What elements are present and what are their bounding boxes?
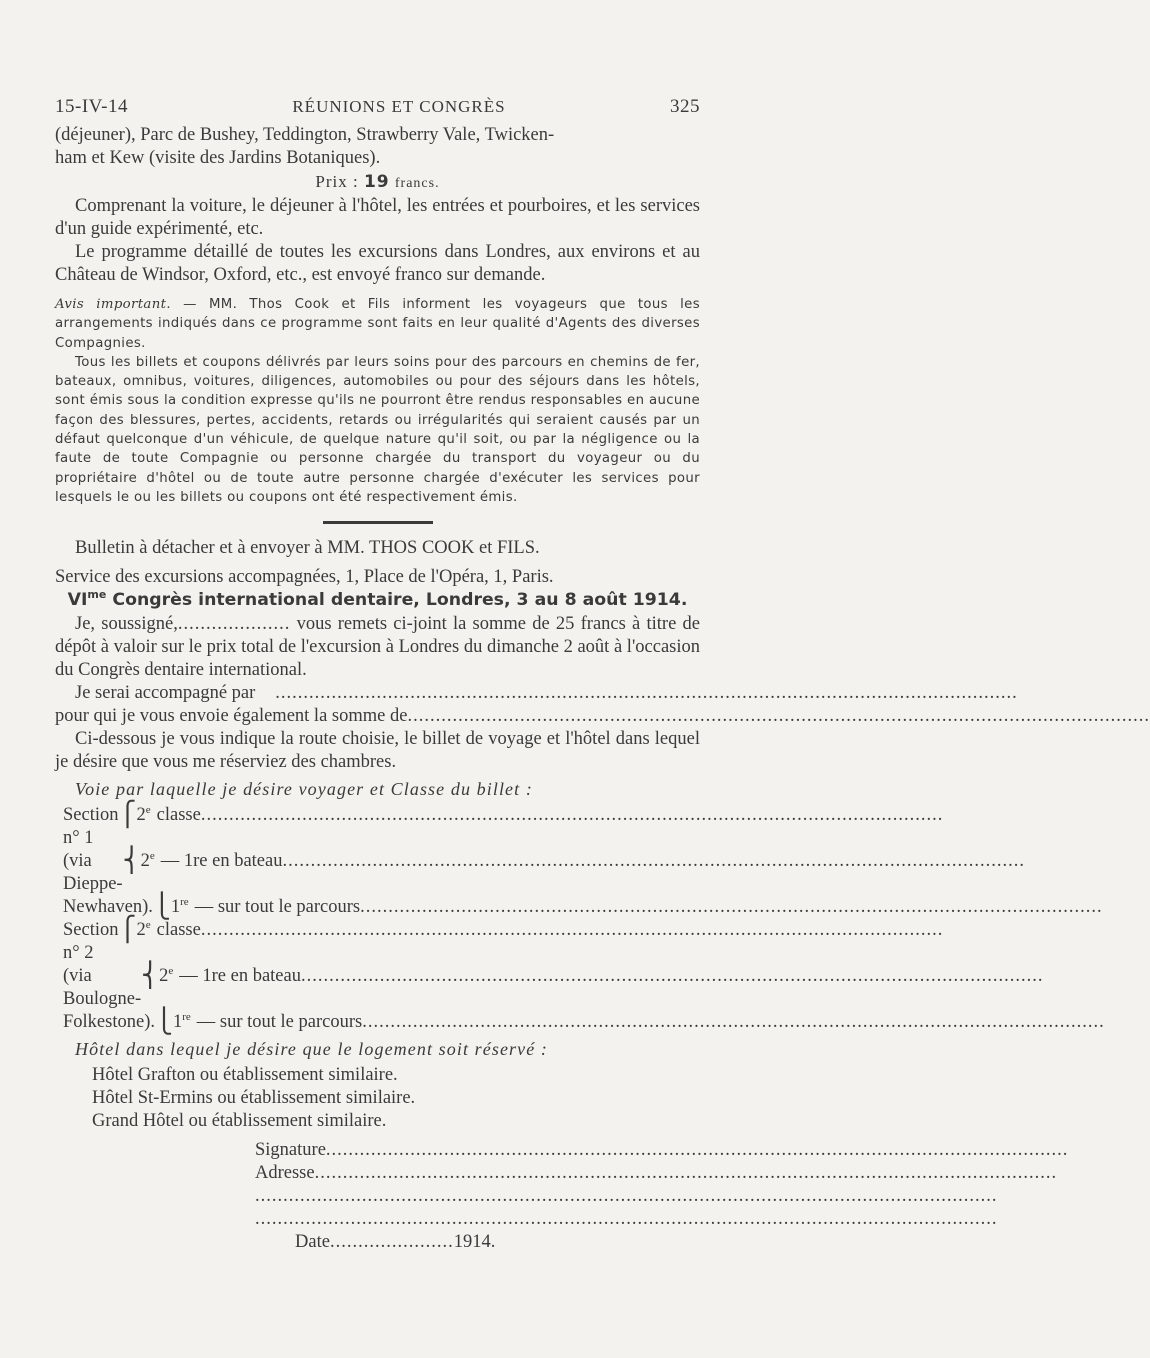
section-row <box>55 1009 1105 1036</box>
class-number: 2 <box>159 966 169 987</box>
section-row <box>55 894 1103 921</box>
class-ordinal: re <box>180 896 189 909</box>
page-header <box>55 96 700 118</box>
congress-title <box>55 590 700 610</box>
class-option-label <box>137 804 201 827</box>
congress-roman-numeral: VI <box>67 590 88 611</box>
class-ordinal: e <box>149 850 155 863</box>
class-option-label <box>159 965 301 988</box>
class-text: — 1re en bateau <box>179 966 301 987</box>
congress-title-text: Congrès international dentaire, Londres, 3 au 8 août 1914. <box>112 590 688 611</box>
section-label: Section n° 2 <box>63 920 119 964</box>
adresse-label: Adresse <box>255 1163 315 1184</box>
price-unit: francs. <box>394 176 440 191</box>
accompagne-label: Je serai accompagné par <box>75 683 256 704</box>
date-field[interactable]: ...................... <box>329 1232 454 1253</box>
class-number: 2 <box>140 851 150 872</box>
header-title: RÉUNIONS ET CONGRÈS <box>292 97 506 116</box>
adresse-line-3 <box>255 1208 998 1231</box>
brace-glyph: ⎩ <box>154 1009 173 1036</box>
accompagne-field[interactable]: .................................................................................................................................... <box>275 683 1018 704</box>
section-label: Section n° 1 <box>63 805 119 849</box>
soussigne-text: vous remets ci-joint la somme de 25 francs à titre de dépôt à valoir sur le prix total de l'excursion à Londres du dimanche 2 août à l'occasion du Congrès dentaire international. <box>55 614 700 681</box>
class-number: 2 <box>136 805 146 826</box>
class-text: — sur tout le parcours <box>196 1012 363 1033</box>
class-option-field[interactable]: .................................................................................................................................... <box>362 1012 1105 1033</box>
paragraph-comprenant: Comprenant la voiture, le déjeuner à l'hôtel, les entrées et pourboires, et les services d'un guide expérimenté, etc. <box>55 196 700 239</box>
price-label: Prix : <box>315 172 359 191</box>
class-option-field[interactable]: .................................................................................................................................... <box>360 897 1103 918</box>
class-option[interactable] <box>141 850 1025 896</box>
soussigne-field[interactable]: .................... <box>177 614 291 635</box>
section-row <box>55 963 1044 1011</box>
section-label: (via Dieppe- <box>63 851 123 895</box>
date-line <box>295 1231 700 1254</box>
hotel-option[interactable]: Hôtel Grafton ou établissement similaire. <box>92 1065 398 1086</box>
page-number: 325 <box>669 96 700 117</box>
class-option-label <box>141 850 283 873</box>
class-number: 1 <box>170 897 181 918</box>
route-paragraph: Ci-dessous je vous indique la route choisie, le billet de voyage et l'hôtel dans lequel je désire que vous me réserviez des chambres. <box>55 729 700 773</box>
class-option[interactable] <box>171 896 1103 919</box>
hotel-option[interactable]: Grand Hôtel ou établissement similaire. <box>92 1111 387 1132</box>
class-option-label <box>137 919 201 942</box>
intro-line-1: (déjeuner), Parc de Bushey, Teddington, Strawberry Vale, Twicken- <box>55 125 555 145</box>
price-line <box>55 172 700 192</box>
adresse-line <box>255 1162 1058 1185</box>
voie-heading: Voie par laquelle je désire voyager et Classe du billet : <box>75 779 533 800</box>
class-option-field[interactable]: .................................................................................................................................... <box>200 920 944 941</box>
travel-sections <box>55 802 1105 1036</box>
price-value: 19 <box>363 172 390 192</box>
class-option[interactable] <box>137 919 944 965</box>
adresse-line-2 <box>255 1185 998 1208</box>
class-option[interactable] <box>137 804 944 850</box>
notice-paragraph <box>55 295 700 353</box>
class-option-field[interactable]: .................................................................................................................................... <box>282 851 1025 872</box>
brace-glyph: ⎨ <box>141 963 160 990</box>
class-option-field[interactable]: .................................................................................................................................... <box>300 966 1044 987</box>
section-label: (via Boulogne- <box>63 966 142 1010</box>
class-option[interactable] <box>173 1011 1105 1034</box>
class-number: 2 <box>136 920 146 941</box>
soussigne-label: Je, soussigné, <box>75 614 178 635</box>
adresse-field[interactable]: .................................................................................................................................... <box>314 1163 1058 1184</box>
accompagne-line <box>55 682 1018 705</box>
section-row <box>55 802 944 850</box>
class-ordinal: e <box>145 804 151 817</box>
congress-ordinal: me <box>87 588 107 602</box>
signature-label: Signature <box>255 1140 326 1161</box>
class-option[interactable] <box>159 965 1043 1011</box>
section-label: Folkestone). <box>63 1012 155 1033</box>
class-text: classe <box>156 805 201 826</box>
notice-label: Avis important. <box>55 297 171 312</box>
class-text: classe <box>156 920 201 941</box>
signature-field[interactable]: .................................................................................................................................... <box>325 1140 1069 1161</box>
section-label: Newhaven). <box>63 897 153 918</box>
class-option-label <box>173 1011 362 1034</box>
somme-field[interactable]: .................................................................................................................................... <box>407 706 1150 727</box>
bulletin-line-2: Service des excursions accompagnées, 1, Place de l'Opéra, 1, Paris. <box>55 567 554 588</box>
section-row <box>55 848 1025 896</box>
adresse-field-2[interactable]: .................................................................................................................................... <box>255 1186 998 1207</box>
bulletin-line-1: Bulletin à détacher et à envoyer à MM. THOS COOK et FILS. <box>75 538 540 559</box>
hotel-option[interactable]: Hôtel St-Ermins ou établissement similaire. <box>92 1088 416 1109</box>
class-text: — 1re en bateau <box>160 851 283 872</box>
date-suffix: 1914. <box>453 1232 496 1253</box>
date-label: Date <box>295 1232 330 1253</box>
brace-glyph: ⎧ <box>118 802 137 829</box>
somme-label: pour qui je vous envoie également la somme de <box>55 706 408 727</box>
form-soussigne <box>55 613 700 682</box>
class-ordinal: e <box>168 965 174 978</box>
somme-line <box>55 705 1150 728</box>
class-ordinal: re <box>182 1011 191 1024</box>
class-number: 1 <box>172 1012 183 1033</box>
header-date: 15-IV-14 <box>55 96 128 117</box>
brace-glyph: ⎨ <box>122 848 141 875</box>
class-option-label <box>171 896 360 919</box>
class-option-field[interactable]: .................................................................................................................................... <box>200 805 944 826</box>
adresse-field-3[interactable]: .................................................................................................................................... <box>255 1209 998 1230</box>
signature-line <box>255 1139 1069 1162</box>
brace-glyph: ⎩ <box>152 894 171 921</box>
notice-text: — MM. Thos Cook et Fils informent les voyageurs que tous les arrangements indiqués dans ce programme sont faits en leur qualité d'Agents des diverses Compagnies. <box>55 297 700 351</box>
notice-billets: Tous les billets et coupons délivrés par leurs soins pour des parcours en chemins de fer, bateaux, omnibus, voitures, diligences, automobiles ou pour des séjours dans les hôtels, sont émis sous la condition expresse qu'ils ne pourront être rendus responsables en aucune façon des blessures, pertes, accidents, retards ou irrégularités qui seraient causés par un défaut quelconque d'un véhicule, de quelque nature qu'il soit, ou par la négligence ou la faute de toute Compagnie ou personne chargée du transport du voyageur ou du propriétaire d'hôtel ou de toute autre personne chargée d'exécuter les services pour lesquels le ou les billets ou coupons ont été respectivement émis. <box>55 354 700 505</box>
class-ordinal: e <box>145 919 151 932</box>
section-row <box>55 917 944 965</box>
paragraph-programme: Le programme détaillé de toutes les excursions dans Londres, aux environs et au Château de Windsor, Oxford, etc., est envoyé franco sur demande. <box>55 242 700 285</box>
class-text: — sur tout le parcours <box>194 897 361 918</box>
brace-glyph: ⎧ <box>118 917 137 944</box>
document-page <box>55 96 1150 1254</box>
intro-line-2: ham et Kew (visite des Jardins Botaniques). <box>55 148 381 168</box>
hotel-heading: Hôtel dans lequel je désire que le logement soit réservé : <box>75 1039 549 1060</box>
separator-rule <box>323 521 433 524</box>
